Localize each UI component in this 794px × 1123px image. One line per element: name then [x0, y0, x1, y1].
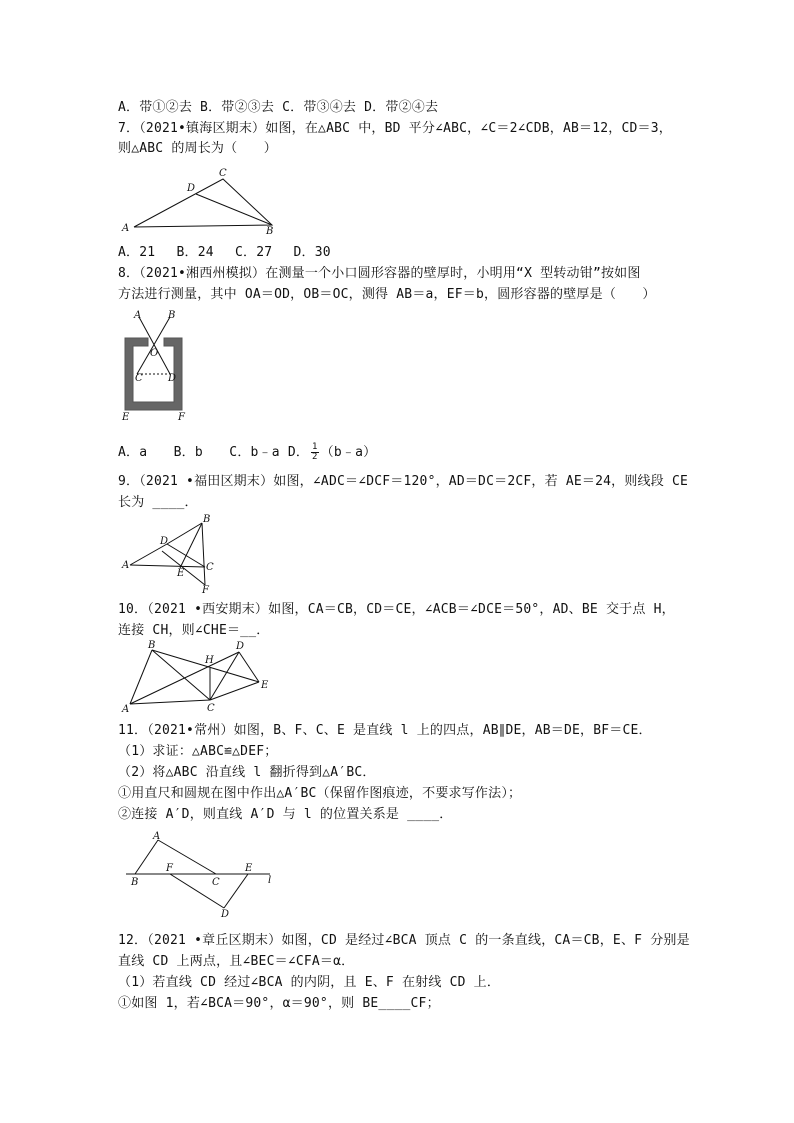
fig11-segment-ba	[135, 840, 158, 874]
question-12-line-2: 直线 CD 上两点，且∠BEC＝∠CFA＝α．	[118, 954, 355, 969]
options-q8-tail: （b﹣a）	[320, 445, 377, 460]
fig10-label-d: D	[236, 641, 245, 652]
fig10-label-c: C	[207, 703, 215, 714]
question-11-stem: 11．（2021•常州）如图，B、F、C、E 是直线 l 上的四点，AB∥DE，AB＝DE，BF＝CE．	[118, 723, 652, 738]
fig8-label-b: B	[168, 310, 176, 321]
fig11-label-d: D	[221, 909, 230, 920]
fig7-label-d: D	[187, 183, 196, 194]
question-7-line-1: 7．（2021•镇海区期末）如图，在△ABC 中，BD 平分∠ABC，∠C＝2∠CDB，AB＝12，CD＝3，	[118, 121, 672, 136]
question-10-line-2: 连接 CH，则∠CHE＝__．	[118, 623, 270, 638]
fig8-label-f: F	[178, 412, 185, 423]
fig9-label-c: C	[206, 562, 214, 573]
question-8-line-1: 8．（2021•湘西州模拟）在测量一个小口圆形容器的壁厚时，小明用“X 型转动钳”按如图	[118, 266, 641, 281]
fig7-triangle	[134, 179, 272, 227]
question-11-part-2-item-1: ①用直尺和圆规在图中作出△A′BC（保留作图痕迹，不要求写作法）；	[118, 786, 522, 801]
options-q7: A．21 B．24 C．27 D．30	[118, 245, 331, 260]
fig11-label-f: F	[166, 863, 173, 874]
fig11-label-l: l	[268, 875, 272, 886]
option-line-q6: A．带①②去 B．带②③去 C．带③④去 D．带②④去	[118, 100, 439, 115]
fig7-label-b: B	[266, 226, 274, 237]
question-12-part-1-item-1: ①如图 1，若∠BCA＝90°，α＝90°，则 BE____CF；	[118, 996, 440, 1011]
fig8-label-o: O	[150, 348, 159, 359]
fig10-segment-ba	[130, 650, 152, 704]
fig10-label-b: B	[148, 640, 156, 651]
figure-q8	[118, 308, 198, 424]
question-12-part-1: （1）若直线 CD 经过∠BCA 的内阴，且 E、F 在射线 CD 上．	[118, 975, 501, 990]
options-q8	[118, 443, 376, 462]
question-7-line-2: 则△ABC 的周长为（ ）	[118, 141, 277, 156]
question-9-line-2: 长为 ____．	[118, 495, 198, 510]
figure-q7	[118, 165, 278, 237]
fig9-label-f: F	[202, 585, 209, 593]
fig11-label-c: C	[212, 877, 220, 888]
fig10-label-a: A	[122, 704, 130, 715]
fig8-label-d: D	[168, 373, 177, 384]
question-9-line-1: 9．（2021 •福田区期末）如图，∠ADC＝∠DCF＝120°，AD＝DC＝2CF，若 AE＝24，则线段 CE	[118, 474, 689, 489]
fraction-numerator: 1	[312, 442, 318, 452]
fig11-segment-de	[224, 874, 248, 908]
fig9-segment-ac	[130, 565, 205, 567]
fig8-label-e: E	[122, 412, 130, 423]
fig10-segment-ac	[130, 700, 210, 704]
question-12-line-1: 12．（2021 •章丘区期末）如图，CD 是经过∠BCA 顶点 C 的一条直线，CA＝CB，E、F 分别是	[118, 933, 690, 948]
fraction-one-half	[311, 443, 319, 462]
fig11-label-a: A	[153, 831, 161, 842]
question-11-part-2-item-2: ②连接 A′D，则直线 A′D 与 l 的位置关系是 ____．	[118, 807, 453, 822]
fig10-label-e: E	[261, 680, 269, 691]
fig9-label-d: D	[160, 536, 169, 547]
fig9-label-e: E	[177, 568, 185, 579]
fig10-segment-de	[239, 652, 259, 682]
fig10-segment-ce	[210, 682, 259, 700]
fig7-segment-bd	[196, 194, 272, 225]
figure-q9	[118, 513, 218, 593]
fig8-label-c: C	[135, 373, 143, 384]
fig11-label-b: B	[131, 877, 139, 888]
fig10-segment-bc	[152, 650, 210, 700]
figure-q11	[118, 830, 288, 922]
question-11-part-2: （2）将△ABC 沿直线 l 翻折得到△A′BC．	[118, 765, 376, 780]
fig9-label-a: A	[122, 560, 130, 571]
fig9-segment-bf	[202, 523, 205, 585]
fig7-label-c: C	[219, 168, 227, 179]
question-8-line-2: 方法进行测量，其中 OA＝OD，OB＝OC，测得 AB＝a，EF＝b，圆形容器的壁厚是（ ）	[118, 287, 656, 302]
question-10-line-1: 10．（2021 •西安期末）如图，CA＝CB，CD＝CE，∠ACB＝∠DCE＝50°，AD、BE 交于点 H，	[118, 602, 675, 617]
fraction-denominator: 2	[312, 452, 318, 462]
fig7-label-a: A	[122, 223, 130, 234]
options-q8-text: A．a B．b C．b﹣a D．	[118, 445, 310, 460]
figure-q10	[118, 640, 278, 715]
fig11-label-e: E	[245, 863, 253, 874]
question-11-part-1: （1）求证：△ABC≌△DEF；	[118, 744, 278, 759]
fig8-label-a: A	[134, 310, 142, 321]
fig9-label-b: B	[203, 514, 211, 525]
fig9-segment-ad	[130, 544, 167, 565]
fig10-label-h: H	[205, 655, 214, 666]
